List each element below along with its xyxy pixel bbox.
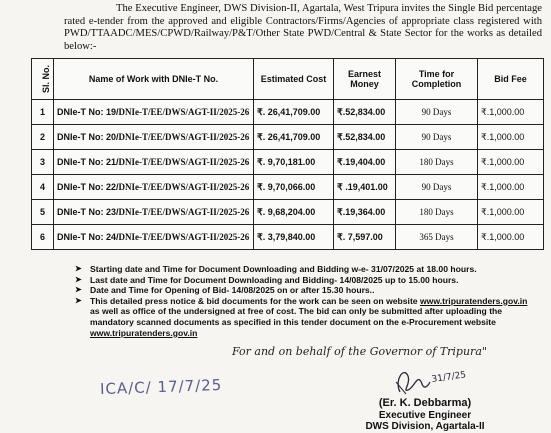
row-earnest-money: ₹.19,364.00	[334, 200, 396, 225]
dnit-prefix: DNIe-T No: 21/	[57, 157, 119, 167]
dnit-prefix: DNIe-T No: 23/	[57, 207, 119, 217]
note-text: Last date and Time for Document Downloading and Bidding- 14/08/2025 up to 15.00 hours.	[90, 274, 459, 285]
row-sl-no: 6	[32, 225, 54, 250]
row-earnest-money: ₹ .19,401.00	[334, 175, 396, 200]
dnit-reference: DNIe-T/EE/DWS/AGT-II/2025-26	[118, 107, 250, 117]
governor-line: For and on behalf of the Governor of Tripura"	[232, 345, 487, 358]
table-row	[32, 150, 544, 175]
website-link[interactable]: www.tripuratenders.gov.in	[90, 327, 198, 338]
row-name-of-work	[54, 175, 254, 200]
header-earnest-money: Earnest Money	[334, 59, 396, 100]
note-text: This detailed press notice & bid documents for the work can be seen on website	[90, 295, 418, 306]
row-bid-fee: ₹.1,000.00	[478, 200, 544, 225]
list-item	[75, 264, 545, 275]
header-estimated-cost: Estimated Cost	[254, 59, 334, 100]
row-bid-fee: ₹.1,000.00	[478, 225, 544, 250]
header-time-for-completion: Time for Completion	[396, 59, 478, 100]
table-row	[32, 100, 544, 125]
table-row	[32, 175, 544, 200]
handwritten-annotation: ICA/C/ 17/7/25	[99, 375, 223, 399]
row-estimated-cost: ₹. 9,70,181.00	[254, 150, 334, 175]
row-estimated-cost: ₹. 26,41,709.00	[254, 125, 334, 150]
row-name-of-work	[54, 150, 254, 175]
dnit-reference: DNIe-T/EE/DWS/AGT-II/2025-26	[118, 207, 250, 217]
row-time-for-completion: 90 Days	[396, 175, 478, 200]
intro-paragraph	[64, 3, 542, 53]
row-estimated-cost: ₹. 9,70,066.00	[254, 175, 334, 200]
signer-office: DWS Division, Agartala-II	[365, 421, 485, 432]
signature-icon	[388, 362, 473, 398]
row-bid-fee: ₹.1,000.00	[478, 125, 544, 150]
dnit-reference: DNIe-T/EE/DWS/AGT-II/2025-26	[118, 232, 250, 242]
dnit-prefix: DNIe-T No: 22/	[57, 182, 119, 192]
signer-block	[340, 398, 510, 433]
row-sl-no: 1	[32, 100, 54, 125]
sign-date: 31/7/25	[431, 370, 467, 385]
row-time-for-completion: 180 Days	[396, 150, 478, 175]
row-time-for-completion: 365 Days	[396, 225, 478, 250]
dnit-reference: DNIe-T/EE/DWS/AGT-II/2025-26	[118, 182, 250, 192]
arrow-bullet-icon: ➤	[75, 295, 82, 305]
table-row	[32, 200, 544, 225]
row-earnest-money: ₹.52,834.00	[334, 125, 396, 150]
list-item	[75, 274, 545, 286]
signer-name: (Er. K. Debbarma)	[378, 397, 472, 409]
header-name-of-work: Name of Work with DNIe-T No.	[54, 59, 254, 100]
dnit-prefix: DNIe-T No: 20/	[57, 132, 119, 142]
dnit-prefix: DNIe-T No: 19/	[57, 107, 119, 117]
row-time-for-completion: 180 Days	[396, 200, 478, 225]
list-item	[75, 295, 545, 338]
row-time-for-completion: 90 Days	[396, 125, 478, 150]
note-text: Date and Time for Opening of Bid- 14/08/2025 on or after 15.30 hours..	[90, 285, 375, 296]
row-sl-no: 2	[32, 125, 54, 150]
row-bid-fee: ₹.1,000.00	[478, 175, 544, 200]
tender-notes-list	[75, 264, 545, 338]
intro-text: The Executive Engineer, DWS Division-II, Agartala, West Tripura invites the Single Bid percentage rated e-tender from the approved and eligible Contractors/Firms/Agencies of appropriate class registered with PWD/TTAADC/MES/CPWD/Railway/P&T/Other State PWD/Central & State Sector for the works as detailed below:-	[64, 3, 542, 52]
row-estimated-cost: ₹. 3,79,840.00	[254, 225, 334, 250]
row-estimated-cost: ₹. 26,41,709.00	[254, 100, 334, 125]
row-sl-no: 3	[32, 150, 54, 175]
row-sl-no: 5	[32, 200, 54, 225]
signer-designation: Executive Engineer	[378, 409, 472, 421]
arrow-bullet-icon: ➤	[75, 285, 82, 295]
table-row	[32, 125, 544, 150]
list-item	[75, 285, 545, 296]
dnit-reference: DNIe-T/EE/DWS/AGT-II/2025-26	[118, 157, 250, 167]
note-text: Starting date and Time for Document Downloading and Bidding w-e- 31/07/2025 at 18.00 hours.	[90, 264, 477, 274]
row-bid-fee: ₹.1,000.00	[478, 100, 544, 125]
row-name-of-work	[54, 200, 254, 225]
table-row	[32, 225, 544, 250]
note-continuation: as well as office of the undersigned at free of cost. The bid can only be submitted after uploading the mandatory scanned documents as specified in this tender document on the e-Procurement website	[90, 306, 503, 327]
row-time-for-completion: 90 Days	[396, 100, 478, 125]
dnit-prefix: DNIe-T No: 24/	[57, 232, 119, 242]
arrow-bullet-icon: ➤	[75, 264, 82, 273]
header-bid-fee: Bid Fee	[478, 59, 544, 100]
row-earnest-money: ₹.52,834.00	[334, 100, 396, 125]
table-header-row	[32, 59, 544, 100]
row-earnest-money: ₹.19,404.00	[334, 150, 396, 175]
website-link[interactable]: www.tripuratenders.gov.in	[419, 295, 528, 306]
row-earnest-money: ₹. 7,597.00	[334, 225, 396, 250]
header-sl-no: Sl. No.	[32, 59, 54, 100]
row-name-of-work	[54, 100, 254, 125]
row-name-of-work	[54, 125, 254, 150]
dnit-reference: DNIe-T/EE/DWS/AGT-II/2025-26	[118, 132, 250, 142]
row-name-of-work	[54, 225, 254, 250]
arrow-bullet-icon: ➤	[75, 274, 82, 284]
tender-table	[31, 58, 544, 250]
row-estimated-cost: ₹. 9,68,204.00	[254, 200, 334, 225]
row-sl-no: 4	[32, 175, 54, 200]
row-bid-fee: ₹.1,000.00	[478, 150, 544, 175]
